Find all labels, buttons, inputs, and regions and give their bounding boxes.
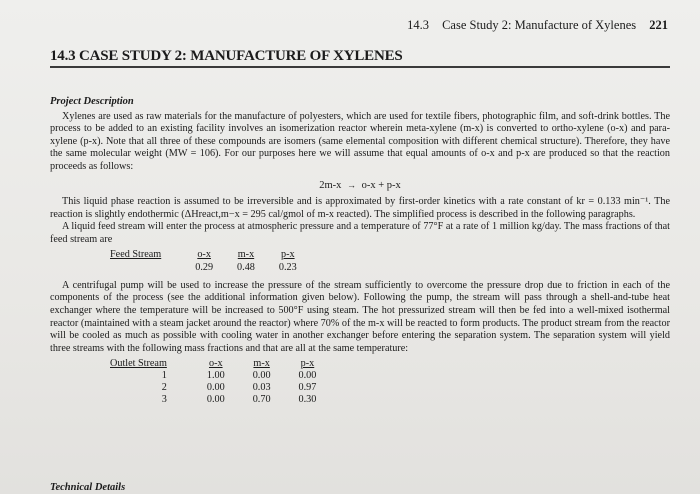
outlet-header-mx: m-x (253, 358, 270, 370)
outlet-stream-number: 3 (161, 394, 167, 406)
header-running-title: Case Study 2: Manufacture of Xylenes (442, 18, 637, 32)
outlet-stream-number: 1 (161, 370, 167, 382)
outlet-cell-px: 0.30 (298, 394, 317, 406)
outlet-cell-ox: 1.00 (206, 370, 225, 382)
feed-value-px: 0.23 (278, 262, 297, 274)
reaction-equation (50, 179, 670, 193)
equation-reactant: 2m-x (319, 179, 342, 191)
feed-value-mx: 0.48 (237, 262, 255, 274)
outlet-cell-ox: 0.00 (206, 394, 225, 406)
running-header (407, 18, 668, 33)
outlet-stream-number: 2 (161, 382, 167, 394)
project-description-heading: Project Description (50, 96, 134, 107)
paragraph-intro: Xylenes are used as raw materials for the manufacture of polyesters, which are used for textile fibers, photographic film, and soft-drink bottles. The process to be added to an existing facility involves an isomerization reactor wherein meta-xylene (m-x) is converted to ortho-xylene (o-x) and para-xylene (p-x). Note that all three of these compounds are isomers (same elemental composition with different chemical structure). Therefore, they have the same molecular weight (MW = 106). For our purposes here we will assume that equal amounts of o-x and p-x are produced so that the reaction proceeds as follows: (50, 110, 670, 172)
feed-value-ox: 0.29 (195, 262, 214, 274)
paragraph-process: A centrifugal pump will be used to increase the pressure of the stream sufficiently to overcome the pressure drop due to friction in each of the components of the process (see the additional information given below). Following the pump, the stream will pass through a shell-and-tube heat exchanger where the temperature will be increased to 500°F using steam. The hot pressurized stream will then be fed into a well-mixed isothermal reactor (maintained with a steam jacket around the reactor) where 70% of the m-x will be reacted to form products. The product stream from the reactor will be cooled as much as possible with cooling water in another exchanger before entering the separation system. The separation system will yield three streams with the following mass fractions and that are all at the same temperature: (50, 279, 670, 354)
page-number: 221 (649, 18, 668, 32)
outlet-cell-mx: 0.03 (252, 382, 271, 394)
technical-details-heading: Technical Details (50, 482, 126, 493)
table-row (110, 382, 330, 394)
outlet-cell-px: 0.00 (298, 370, 317, 382)
outlet-cell-ox: 0.00 (206, 382, 225, 394)
feed-stream-label: Feed Stream (110, 248, 162, 260)
table-row (110, 394, 330, 406)
feed-stream-table (110, 249, 309, 276)
outlet-header-px: p-x (300, 358, 315, 370)
paragraph-kinetics: This liquid phase reaction is assumed to be irreversible and is approximated by first-order kinetics with a rate constant of kr = 0.133 min⁻¹. The reaction is slightly endothermic (ΔHreact,m−x = 295 cal/gmol of m-x reacted). The simplified process is described in the following paragraphs. (50, 196, 670, 220)
outlet-cell-mx: 0.00 (252, 370, 271, 382)
outlet-header-ox: o-x (208, 358, 223, 370)
outlet-cell-mx: 0.70 (252, 394, 271, 406)
outlet-cell-px: 0.97 (298, 382, 317, 394)
feed-header-px: p-x (280, 248, 295, 260)
equation-products: o-x + p-x (361, 179, 401, 191)
section-title: 14.3 CASE STUDY 2: MANUFACTURE OF XYLENES (50, 48, 403, 64)
header-section-number: 14.3 (407, 18, 429, 32)
outlet-stream-label: Outlet Stream (110, 358, 167, 370)
feed-header-ox: o-x (197, 248, 211, 260)
reaction-arrow-icon: → (347, 179, 356, 190)
title-divider (50, 66, 670, 68)
feed-header-mx: m-x (237, 248, 255, 260)
body-text (50, 96, 670, 406)
outlet-stream-table (110, 358, 330, 406)
paragraph-feed: A liquid feed stream will enter the process at atmospheric pressure and a temperature of 77°F at a rate of 1 million kg/day. The mass fractions of that feed stream are (50, 221, 670, 245)
table-row (110, 370, 330, 382)
